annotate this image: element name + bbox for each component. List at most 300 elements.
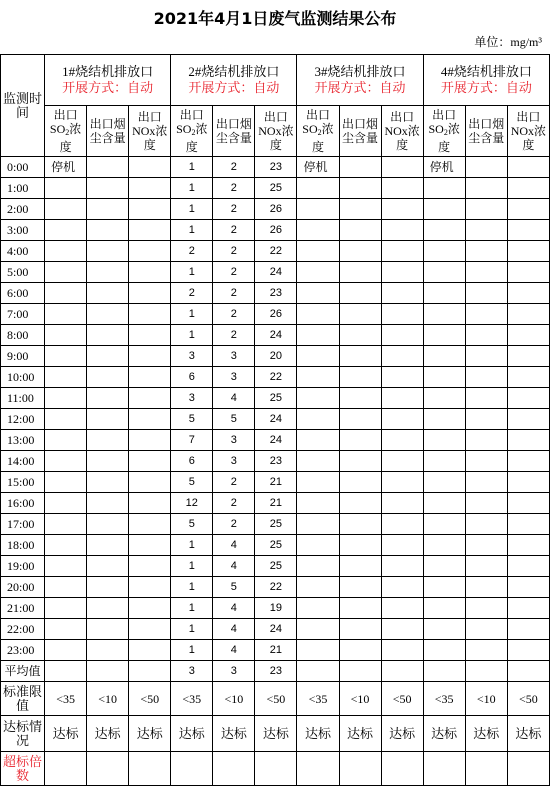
- value-cell: [129, 409, 171, 430]
- value-cell: [297, 472, 339, 493]
- value-cell: [381, 430, 423, 451]
- value-cell: [339, 157, 381, 178]
- value-cell: [465, 451, 507, 472]
- value-cell: 5: [171, 514, 213, 535]
- time-cell: 6:00: [1, 283, 45, 304]
- value-cell: [423, 178, 465, 199]
- value-cell: 4: [213, 619, 255, 640]
- value-cell: [381, 283, 423, 304]
- value-cell: [45, 409, 87, 430]
- unit-name: 1#烧结机排放口: [62, 64, 154, 79]
- value-cell: [381, 220, 423, 241]
- value-cell: [507, 178, 549, 199]
- value-cell: 5: [213, 409, 255, 430]
- time-cell: 9:00: [1, 346, 45, 367]
- value-cell: [507, 472, 549, 493]
- value-cell: [87, 598, 129, 619]
- value-cell: 5: [171, 472, 213, 493]
- value-cell: [381, 157, 423, 178]
- average-value: 3: [171, 661, 213, 682]
- time-cell: 4:00: [1, 241, 45, 262]
- limit-value: <50: [255, 682, 297, 716]
- value-cell: [129, 346, 171, 367]
- exceed-value: [213, 752, 255, 786]
- value-cell: [129, 178, 171, 199]
- value-cell: [465, 598, 507, 619]
- value-cell: [297, 514, 339, 535]
- value-cell: 2: [213, 472, 255, 493]
- time-cell: 22:00: [1, 619, 45, 640]
- table-row: [1, 619, 550, 640]
- exceed-value: [423, 752, 465, 786]
- value-cell: [465, 472, 507, 493]
- value-cell: 4: [213, 598, 255, 619]
- value-cell: 5: [171, 409, 213, 430]
- limit-row: [1, 682, 550, 716]
- time-cell: 21:00: [1, 598, 45, 619]
- value-cell: [339, 304, 381, 325]
- value-cell: 2: [213, 304, 255, 325]
- col-header-nox-text: 出口NOx浓度: [258, 110, 294, 152]
- col-header-dust-text: 出口烟尘含量: [215, 117, 252, 145]
- value-cell: 4: [213, 556, 255, 577]
- value-cell: [129, 640, 171, 661]
- table-row: [1, 346, 550, 367]
- compliance-value: 达标: [465, 716, 507, 752]
- value-cell: 4: [213, 388, 255, 409]
- average-value: [381, 661, 423, 682]
- value-cell: [87, 409, 129, 430]
- table-row: [1, 409, 550, 430]
- value-cell: 1: [171, 220, 213, 241]
- value-cell: [507, 409, 549, 430]
- col-header-dust: [339, 106, 381, 157]
- value-cell: [87, 262, 129, 283]
- time-cell: 0:00: [1, 157, 45, 178]
- value-cell: [465, 283, 507, 304]
- value-cell: 停机: [45, 157, 87, 178]
- value-cell: [129, 619, 171, 640]
- value-cell: [297, 178, 339, 199]
- value-cell: [45, 577, 87, 598]
- value-cell: [87, 241, 129, 262]
- table-row: [1, 241, 550, 262]
- value-cell: [87, 514, 129, 535]
- value-cell: 23: [255, 157, 297, 178]
- compliance-label: 达标情况: [1, 716, 45, 752]
- value-cell: 1: [171, 640, 213, 661]
- value-cell: [381, 619, 423, 640]
- limit-label: 标准限值: [1, 682, 45, 716]
- value-cell: [129, 388, 171, 409]
- value-cell: [423, 346, 465, 367]
- value-cell: [339, 514, 381, 535]
- value-cell: [423, 388, 465, 409]
- table-row: [1, 262, 550, 283]
- value-cell: [465, 178, 507, 199]
- table-row: [1, 157, 550, 178]
- value-cell: 12: [171, 493, 213, 514]
- value-cell: [423, 619, 465, 640]
- value-cell: 26: [255, 220, 297, 241]
- value-cell: [339, 241, 381, 262]
- value-cell: [297, 430, 339, 451]
- table-row: [1, 304, 550, 325]
- value-cell: 22: [255, 577, 297, 598]
- value-cell: [465, 346, 507, 367]
- value-cell: [423, 409, 465, 430]
- value-cell: [45, 325, 87, 346]
- value-cell: [507, 157, 549, 178]
- value-cell: [507, 241, 549, 262]
- value-cell: [129, 556, 171, 577]
- value-cell: [297, 598, 339, 619]
- value-cell: 3: [171, 346, 213, 367]
- value-cell: [129, 157, 171, 178]
- value-cell: [507, 493, 549, 514]
- value-cell: [465, 535, 507, 556]
- value-cell: [45, 514, 87, 535]
- unit-header-1: [45, 55, 171, 106]
- value-cell: [507, 430, 549, 451]
- value-cell: [465, 514, 507, 535]
- col-header-nox-text: 出口NOx浓度: [510, 110, 547, 152]
- table-row: [1, 577, 550, 598]
- col-header-dust: [465, 106, 507, 157]
- value-cell: 3: [171, 388, 213, 409]
- value-cell: [297, 283, 339, 304]
- table-row: [1, 367, 550, 388]
- value-cell: [297, 220, 339, 241]
- value-cell: [87, 619, 129, 640]
- table-row: [1, 388, 550, 409]
- value-cell: 2: [213, 157, 255, 178]
- value-cell: [507, 346, 549, 367]
- limit-value: <10: [213, 682, 255, 716]
- value-cell: [423, 640, 465, 661]
- value-cell: [297, 535, 339, 556]
- value-cell: [129, 493, 171, 514]
- value-cell: [423, 577, 465, 598]
- value-cell: 1: [171, 535, 213, 556]
- value-cell: [129, 241, 171, 262]
- limit-value: <35: [171, 682, 213, 716]
- value-cell: [423, 514, 465, 535]
- value-cell: 22: [255, 367, 297, 388]
- value-cell: [339, 472, 381, 493]
- value-cell: [45, 451, 87, 472]
- value-cell: [87, 388, 129, 409]
- value-cell: 2: [213, 514, 255, 535]
- value-cell: [129, 199, 171, 220]
- value-cell: [45, 493, 87, 514]
- exceed-value: [171, 752, 213, 786]
- limit-value: <10: [465, 682, 507, 716]
- unit-name: 2#烧结机排放口: [188, 64, 280, 79]
- compliance-value: 达标: [45, 716, 87, 752]
- value-cell: [423, 220, 465, 241]
- value-cell: [507, 598, 549, 619]
- limit-value: <50: [507, 682, 549, 716]
- value-cell: [339, 619, 381, 640]
- col-header-dust-text: 出口烟尘含量: [89, 117, 126, 145]
- exceed-value: [129, 752, 171, 786]
- value-cell: [423, 199, 465, 220]
- value-cell: [129, 304, 171, 325]
- value-cell: [423, 367, 465, 388]
- value-cell: [129, 535, 171, 556]
- value-cell: 3: [213, 451, 255, 472]
- value-cell: [465, 640, 507, 661]
- value-cell: [87, 493, 129, 514]
- value-cell: [465, 430, 507, 451]
- value-cell: [45, 640, 87, 661]
- value-cell: [129, 598, 171, 619]
- value-cell: [507, 367, 549, 388]
- value-cell: [45, 304, 87, 325]
- table-row: [1, 283, 550, 304]
- value-cell: 1: [171, 157, 213, 178]
- value-cell: [129, 367, 171, 388]
- table-row: [1, 199, 550, 220]
- time-cell: 8:00: [1, 325, 45, 346]
- table-row: [1, 535, 550, 556]
- so2-subscript: 2: [65, 128, 70, 137]
- average-value: 23: [255, 661, 297, 682]
- value-cell: [423, 556, 465, 577]
- value-cell: [297, 451, 339, 472]
- value-cell: [465, 304, 507, 325]
- value-cell: 2: [213, 178, 255, 199]
- compliance-value: 达标: [507, 716, 549, 752]
- value-cell: [45, 535, 87, 556]
- col-header-nox-text: 出口NOx浓度: [132, 110, 168, 152]
- average-value: 3: [213, 661, 255, 682]
- value-cell: [339, 556, 381, 577]
- compliance-value: 达标: [339, 716, 381, 752]
- value-cell: 2: [213, 325, 255, 346]
- value-cell: [507, 535, 549, 556]
- value-cell: [45, 283, 87, 304]
- so2-suffix: 浓度: [311, 122, 334, 154]
- value-cell: 1: [171, 199, 213, 220]
- unit-mode: 开展方式：自动: [188, 80, 280, 95]
- value-cell: [339, 220, 381, 241]
- value-cell: [507, 577, 549, 598]
- value-cell: [45, 262, 87, 283]
- value-cell: [297, 556, 339, 577]
- value-cell: [423, 283, 465, 304]
- value-cell: [507, 262, 549, 283]
- unit-header-3: [297, 55, 423, 106]
- value-cell: 24: [255, 409, 297, 430]
- value-cell: [381, 409, 423, 430]
- value-cell: 24: [255, 325, 297, 346]
- exceed-value: [507, 752, 549, 786]
- value-cell: 25: [255, 388, 297, 409]
- exceed-value: [255, 752, 297, 786]
- value-cell: 23: [255, 451, 297, 472]
- value-cell: [297, 304, 339, 325]
- page-title: 2021年4月1日废气监测结果公布: [153, 9, 397, 28]
- value-cell: [45, 241, 87, 262]
- average-value: [45, 661, 87, 682]
- value-cell: [129, 220, 171, 241]
- value-cell: [87, 556, 129, 577]
- value-cell: [465, 556, 507, 577]
- value-cell: [465, 493, 507, 514]
- value-cell: [87, 430, 129, 451]
- value-cell: [339, 493, 381, 514]
- value-cell: [129, 262, 171, 283]
- table-row: [1, 220, 550, 241]
- value-cell: [45, 598, 87, 619]
- time-cell: 1:00: [1, 178, 45, 199]
- table-row: [1, 493, 550, 514]
- value-cell: [465, 619, 507, 640]
- col-header-so2: [423, 106, 465, 157]
- time-cell: 18:00: [1, 535, 45, 556]
- value-cell: [129, 430, 171, 451]
- exceed-value: [339, 752, 381, 786]
- value-cell: [381, 262, 423, 283]
- value-cell: [339, 346, 381, 367]
- time-cell: 5:00: [1, 262, 45, 283]
- value-cell: [339, 199, 381, 220]
- so2-suffix: 浓度: [185, 122, 208, 154]
- value-cell: [423, 451, 465, 472]
- compliance-value: 达标: [255, 716, 297, 752]
- value-cell: 22: [255, 241, 297, 262]
- value-cell: [87, 178, 129, 199]
- so2-subscript: 2: [317, 128, 322, 137]
- value-cell: [465, 577, 507, 598]
- value-cell: [465, 241, 507, 262]
- value-cell: [45, 367, 87, 388]
- value-cell: [381, 556, 423, 577]
- value-cell: 26: [255, 199, 297, 220]
- value-cell: [87, 346, 129, 367]
- value-cell: [507, 199, 549, 220]
- value-cell: [297, 262, 339, 283]
- exceed-value: [45, 752, 87, 786]
- exceed-label: 超标倍数: [1, 752, 45, 786]
- value-cell: 24: [255, 619, 297, 640]
- so2-suffix: 浓度: [438, 122, 460, 154]
- value-cell: 1: [171, 577, 213, 598]
- value-cell: [381, 535, 423, 556]
- table-row: [1, 451, 550, 472]
- value-cell: [507, 556, 549, 577]
- value-cell: [381, 514, 423, 535]
- average-value: [129, 661, 171, 682]
- exceed-row: [1, 752, 550, 786]
- col-header-dust-text: 出口烟尘含量: [468, 117, 505, 145]
- col-header-so2-text: [428, 108, 459, 154]
- col-header-so2: [171, 106, 213, 157]
- value-cell: [87, 451, 129, 472]
- value-cell: [339, 178, 381, 199]
- table-row: [1, 640, 550, 661]
- value-cell: [129, 325, 171, 346]
- value-cell: [87, 367, 129, 388]
- time-cell: 17:00: [1, 514, 45, 535]
- value-cell: 4: [213, 535, 255, 556]
- value-cell: 1: [171, 619, 213, 640]
- value-cell: [423, 304, 465, 325]
- value-cell: 3: [213, 367, 255, 388]
- compliance-value: 达标: [297, 716, 339, 752]
- col-header-so2-text: [302, 108, 333, 154]
- value-cell: 25: [255, 535, 297, 556]
- value-cell: [381, 577, 423, 598]
- limit-value: <35: [45, 682, 87, 716]
- value-cell: [339, 367, 381, 388]
- value-cell: [339, 388, 381, 409]
- average-value: [423, 661, 465, 682]
- value-cell: [339, 430, 381, 451]
- exceed-value: [297, 752, 339, 786]
- table-row: [1, 556, 550, 577]
- value-cell: [87, 199, 129, 220]
- unit-label: 单位：mg/m³: [474, 35, 542, 49]
- value-cell: 20: [255, 346, 297, 367]
- value-cell: [507, 283, 549, 304]
- value-cell: [339, 535, 381, 556]
- value-cell: 24: [255, 262, 297, 283]
- value-cell: [507, 514, 549, 535]
- col-header-nox-text: 出口NOx浓度: [384, 110, 420, 152]
- value-cell: 停机: [297, 157, 339, 178]
- value-cell: [465, 325, 507, 346]
- value-cell: [87, 325, 129, 346]
- average-row: [1, 661, 550, 682]
- value-cell: [381, 388, 423, 409]
- value-cell: [381, 304, 423, 325]
- so2-prefix: 出口SO: [49, 108, 78, 136]
- value-cell: 24: [255, 430, 297, 451]
- time-cell: 14:00: [1, 451, 45, 472]
- value-cell: [45, 556, 87, 577]
- value-cell: [507, 304, 549, 325]
- value-cell: [87, 577, 129, 598]
- average-value: [87, 661, 129, 682]
- so2-subscript: 2: [191, 128, 196, 137]
- value-cell: [297, 241, 339, 262]
- time-cell: 13:00: [1, 430, 45, 451]
- value-cell: 2: [213, 220, 255, 241]
- value-cell: [381, 451, 423, 472]
- value-cell: [339, 451, 381, 472]
- time-cell: 12:00: [1, 409, 45, 430]
- time-cell: 7:00: [1, 304, 45, 325]
- value-cell: [381, 493, 423, 514]
- value-cell: [339, 325, 381, 346]
- so2-prefix: 出口SO: [176, 108, 204, 136]
- value-cell: [339, 283, 381, 304]
- value-cell: [423, 241, 465, 262]
- so2-subscript: 2: [443, 128, 448, 137]
- value-cell: 3: [213, 346, 255, 367]
- value-cell: [507, 451, 549, 472]
- value-cell: [45, 430, 87, 451]
- value-cell: 1: [171, 598, 213, 619]
- average-value: [339, 661, 381, 682]
- value-cell: 25: [255, 178, 297, 199]
- table-row: [1, 514, 550, 535]
- value-cell: [87, 535, 129, 556]
- table-row: [1, 430, 550, 451]
